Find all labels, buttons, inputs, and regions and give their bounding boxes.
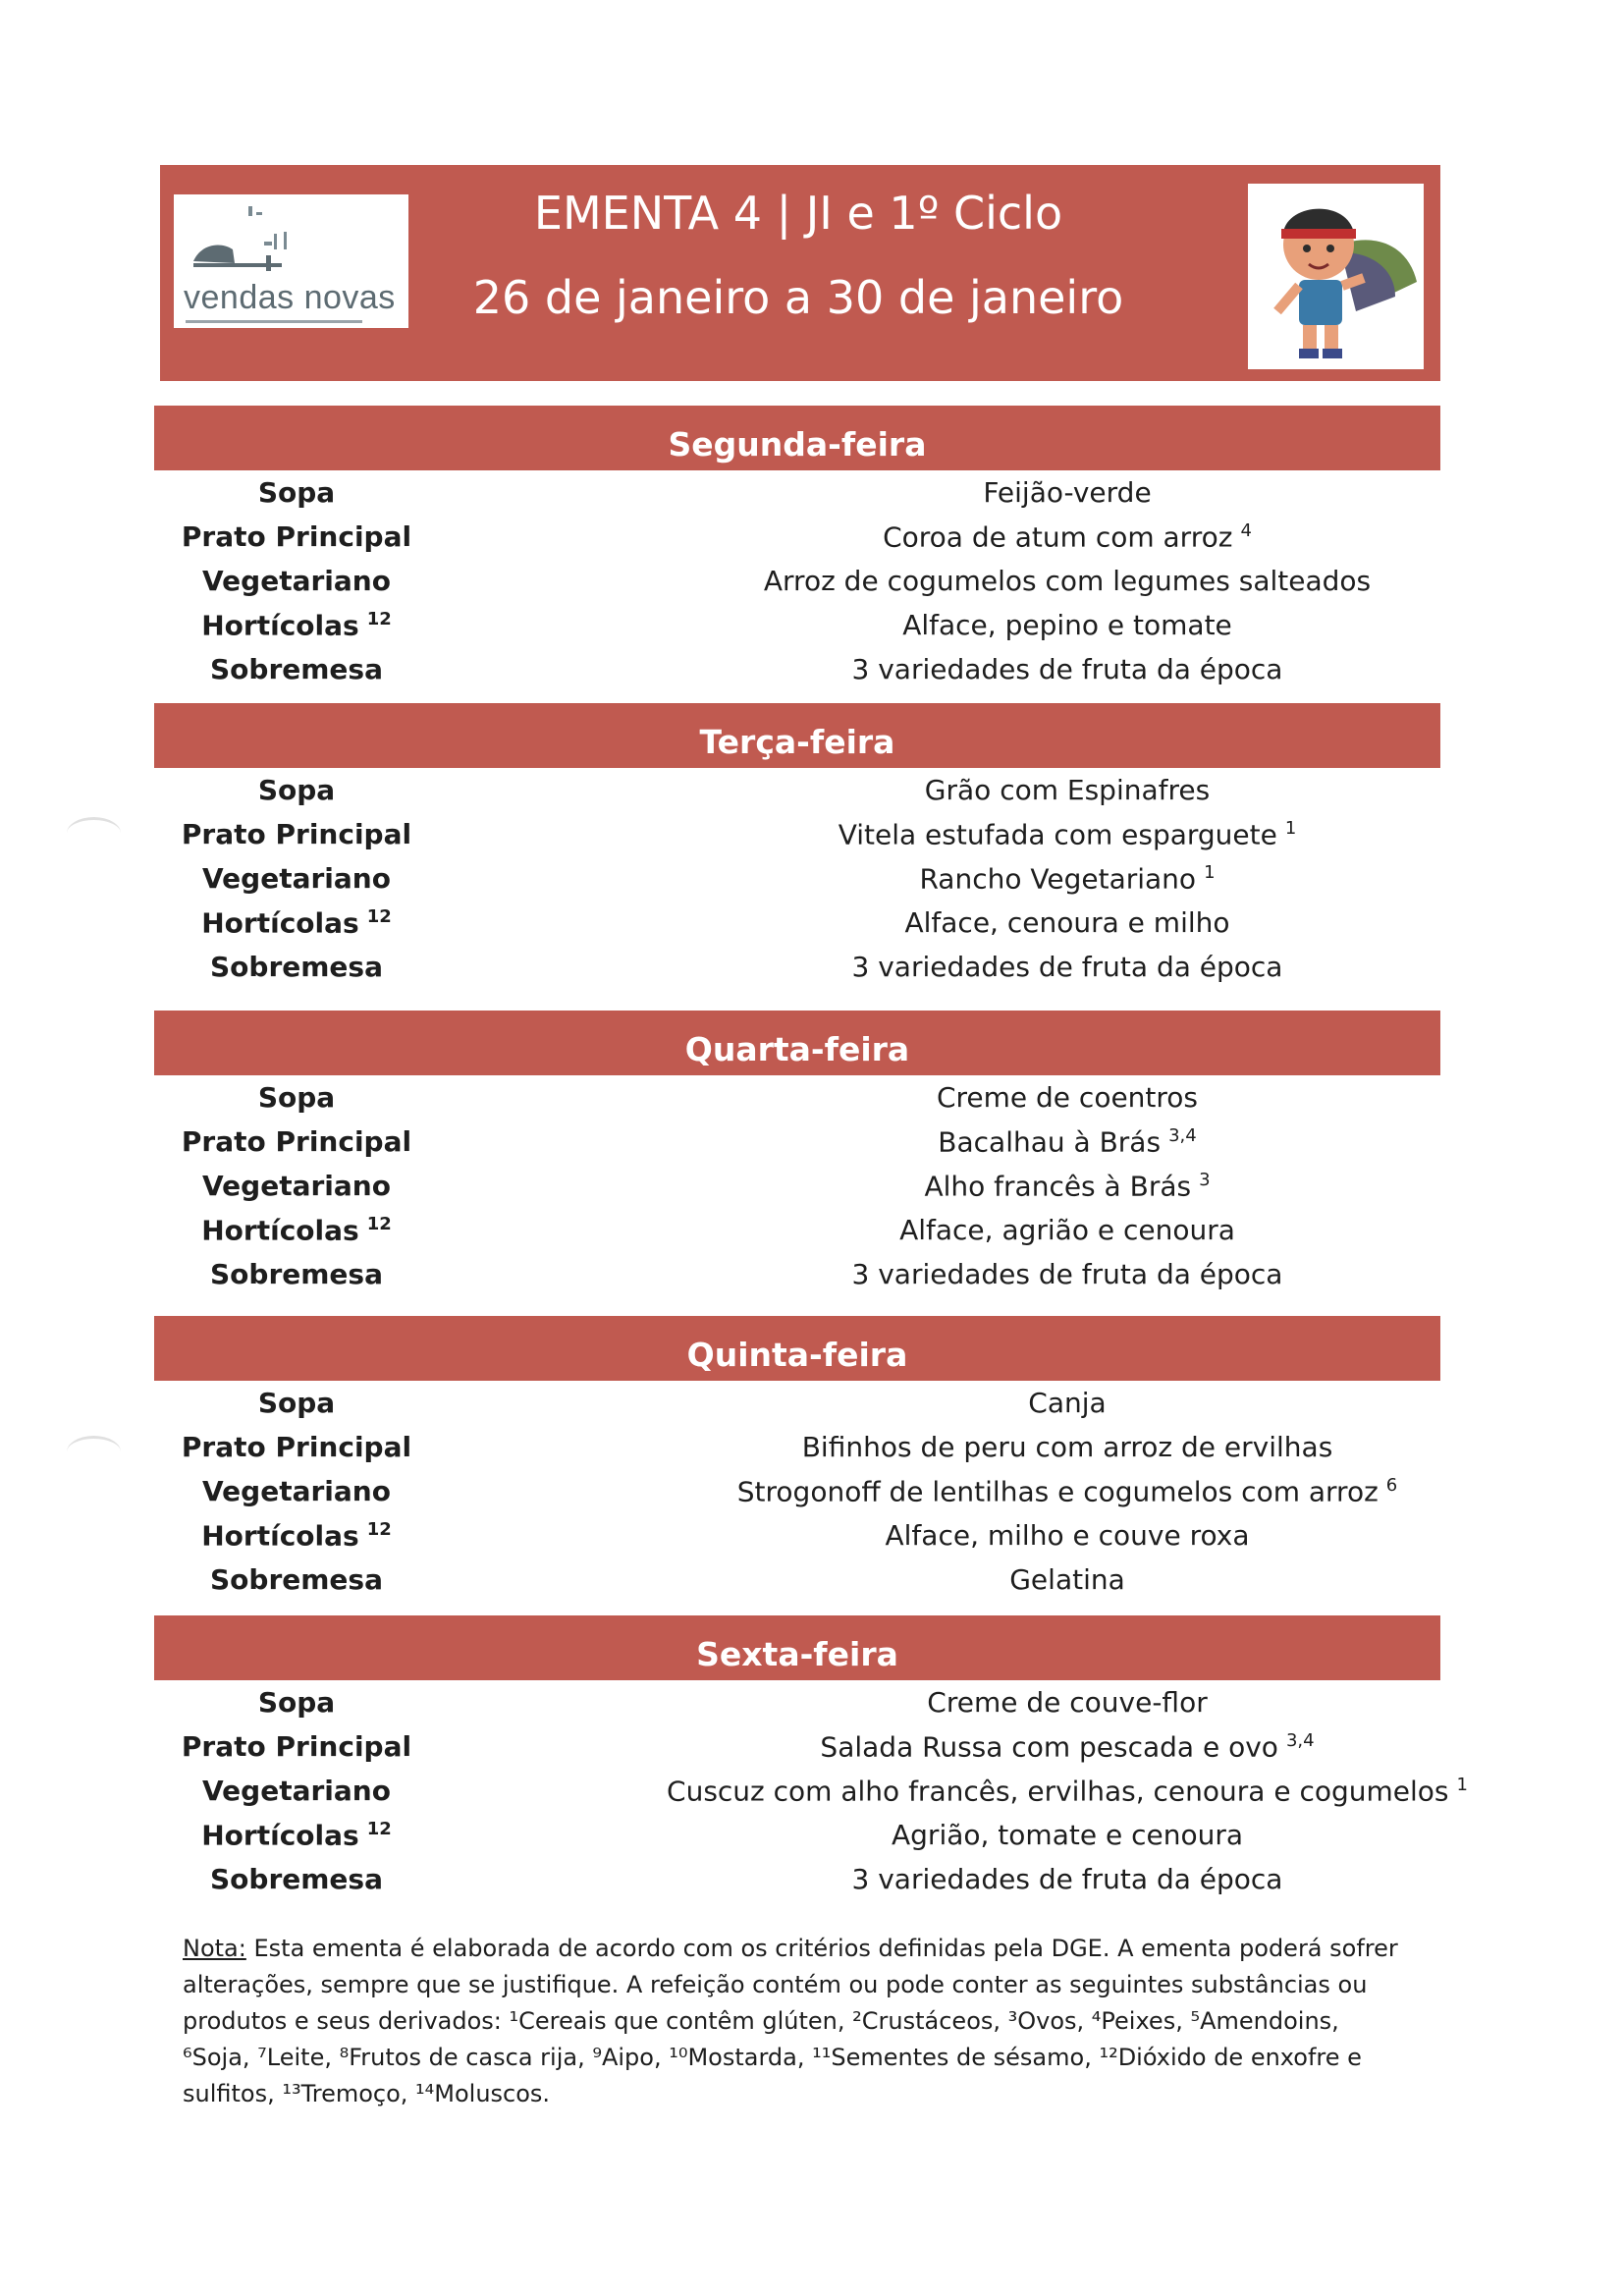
menu-row xyxy=(154,1469,1440,1513)
allergen-code: 12 xyxy=(366,609,392,629)
course-label xyxy=(154,1819,439,1851)
dish-name-text: Gelatina xyxy=(1009,1563,1125,1596)
dish-name-text: Salada Russa com pescada e ovo xyxy=(820,1730,1278,1764)
allergen-code: 4 xyxy=(1240,520,1252,541)
dish-name xyxy=(527,1819,1607,1851)
dish-name-text: Creme de couve-flor xyxy=(927,1686,1208,1719)
course-label xyxy=(154,476,439,509)
dish-name-text: Feijão-verde xyxy=(983,476,1152,509)
course-label xyxy=(154,1431,439,1463)
menu-row xyxy=(154,1769,1468,1813)
course-label-text: Sobremesa xyxy=(210,1258,383,1290)
course-label-text: Vegetariano xyxy=(202,1170,391,1202)
menu-row xyxy=(154,1680,1440,1724)
menu-row xyxy=(154,515,1440,559)
course-label xyxy=(154,774,439,806)
mascot-illustration xyxy=(1248,184,1424,369)
menu-row xyxy=(154,1381,1440,1425)
course-label-text: Prato Principal xyxy=(181,1730,412,1763)
dish-name-text: Vitela estufada com esparguete xyxy=(838,818,1277,851)
allergen-code: 1 xyxy=(1456,1775,1468,1795)
menu-row xyxy=(154,768,1440,812)
course-label xyxy=(154,951,439,983)
dish-name xyxy=(527,906,1607,939)
menu-title: EMENTA 4 | JI e 1º Ciclo xyxy=(533,187,1063,240)
menu-row xyxy=(154,856,1440,901)
course-label-text: Vegetariano xyxy=(202,565,391,597)
note-label: Nota: xyxy=(183,1935,246,1962)
menu-row xyxy=(154,1813,1440,1857)
course-label xyxy=(154,1863,439,1895)
dish-name xyxy=(527,520,1607,553)
menu-row xyxy=(154,603,1440,647)
menu-row xyxy=(154,945,1440,989)
course-label-text: Hortícolas xyxy=(201,1819,359,1852)
course-label xyxy=(154,653,439,685)
dish-name-text: 3 variedades de fruta da época xyxy=(851,951,1283,983)
course-label xyxy=(154,1214,439,1246)
menu-row xyxy=(154,1425,1440,1469)
dish-name-text: Grão com Espinafres xyxy=(924,774,1211,806)
menu-row xyxy=(154,470,1440,515)
allergen-code: 6 xyxy=(1385,1475,1398,1496)
municipality-logo xyxy=(174,194,408,328)
dish-name xyxy=(527,818,1607,850)
course-label xyxy=(154,862,439,895)
menu-row xyxy=(154,1075,1440,1120)
dish-name xyxy=(527,1730,1607,1763)
dish-name-text: Rancho Vegetariano xyxy=(919,862,1197,896)
course-label-text: Vegetariano xyxy=(202,862,391,895)
course-label-text: Prato Principal xyxy=(181,520,412,553)
course-label xyxy=(154,1125,439,1158)
menu-row xyxy=(154,812,1440,856)
course-label-text: Hortícolas xyxy=(201,906,359,940)
day-header: Segunda-feira xyxy=(154,406,1440,470)
course-label xyxy=(154,1258,439,1290)
dish-name-text: Alface, pepino e tomate xyxy=(902,609,1232,641)
dish-name xyxy=(527,1081,1607,1114)
course-label xyxy=(154,1686,439,1719)
dish-name xyxy=(527,1214,1607,1246)
menu-dates: 26 de janeiro a 30 de janeiro xyxy=(472,271,1124,324)
course-label-text: Prato Principal xyxy=(181,1125,412,1158)
course-label xyxy=(154,1519,439,1552)
dish-name xyxy=(527,1258,1607,1290)
note-text: Esta ementa é elaborada de acordo com os critérios definidas pela DGE. A ementa poderá sofrer alterações, sempre que se justifique. A refeição contém ou pode conter as seguintes substâncias ou produtos e seus derivados: ¹Cereais que contêm glúten, ²Crustáceos, ³Ovos, ⁴Peixes, ⁵Amendoins, ⁶Soja, ⁷Leite, ⁸Frutos de casca rija, ⁹Aipo, ¹⁰Mostarda, ¹¹Sementes de sésamo, ¹²Dióxido de enxofre e sulfitos, ¹³Tremoço, ¹⁴Moluscos. xyxy=(183,1935,1398,2107)
course-label-text: Sopa xyxy=(257,476,336,509)
course-label-text: Sopa xyxy=(257,1387,336,1419)
menu-row xyxy=(154,559,1440,603)
dish-name-text: Alho francês à Brás xyxy=(924,1170,1192,1203)
allergen-code: 12 xyxy=(366,906,392,927)
menu-header xyxy=(160,165,1440,381)
dish-name xyxy=(527,1686,1607,1719)
course-label xyxy=(154,818,439,850)
dish-name xyxy=(527,774,1607,806)
course-label-text: Hortícolas xyxy=(201,609,359,642)
dish-name xyxy=(527,1863,1607,1895)
allergen-code: 12 xyxy=(366,1519,392,1540)
dish-name-text: Bifinhos de peru com arroz de ervilhas xyxy=(801,1431,1333,1463)
menu-row xyxy=(154,1208,1440,1252)
day-section xyxy=(154,1316,1440,1602)
course-label xyxy=(154,1775,439,1807)
menu-row xyxy=(154,1120,1440,1164)
menu-row xyxy=(154,1513,1440,1558)
day-section xyxy=(154,1011,1440,1296)
course-label-text: Sopa xyxy=(257,774,336,806)
allergen-code: 3,4 xyxy=(1168,1125,1197,1146)
allergen-code: 12 xyxy=(366,1214,392,1234)
course-label-text: Sobremesa xyxy=(210,951,383,983)
day-header: Quinta-feira xyxy=(154,1316,1440,1381)
allergen-code: 3,4 xyxy=(1285,1730,1315,1751)
course-label xyxy=(154,1475,439,1507)
course-label xyxy=(154,1730,439,1763)
course-label xyxy=(154,609,439,641)
punch-hole-mark xyxy=(67,1436,121,1468)
menu-row xyxy=(154,1164,1440,1208)
course-label xyxy=(154,1563,439,1596)
dish-name-text: Alface, cenoura e milho xyxy=(904,906,1230,939)
menu-row xyxy=(154,901,1440,945)
logo-tagline xyxy=(186,320,362,323)
dish-name xyxy=(527,1519,1607,1552)
dish-name xyxy=(527,1125,1607,1158)
dish-name-text: Arroz de cogumelos com legumes salteados xyxy=(763,565,1372,597)
day-header: Quarta-feira xyxy=(154,1011,1440,1075)
dish-name-text: 3 variedades de fruta da época xyxy=(851,653,1283,685)
course-label xyxy=(154,906,439,939)
course-label xyxy=(154,1081,439,1114)
course-label-text: Prato Principal xyxy=(181,818,412,850)
dish-name xyxy=(527,1775,1607,1807)
allergen-code: 1 xyxy=(1284,818,1297,839)
dish-name xyxy=(527,1387,1607,1419)
course-label-text: Hortícolas xyxy=(201,1214,359,1247)
dish-name xyxy=(527,476,1607,509)
course-label xyxy=(154,520,439,553)
dish-name-text: Bacalhau à Brás xyxy=(938,1125,1162,1159)
dish-name xyxy=(527,1170,1607,1202)
dish-name xyxy=(527,1563,1607,1596)
course-label-text: Sopa xyxy=(257,1081,336,1114)
dish-name xyxy=(527,565,1607,597)
course-label xyxy=(154,1170,439,1202)
allergen-note xyxy=(183,1931,1400,2112)
dish-name-text: 3 variedades de fruta da época xyxy=(851,1258,1283,1290)
dish-name-text: Cuscuz com alho francês, ervilhas, cenoura e cogumelos xyxy=(667,1775,1449,1808)
menu-row xyxy=(154,647,1440,691)
course-label-text: Vegetariano xyxy=(202,1775,391,1807)
allergen-code: 12 xyxy=(366,1819,392,1839)
logo-text: vendas novas xyxy=(184,279,396,316)
dish-name xyxy=(527,1475,1607,1507)
day-header: Terça-feira xyxy=(154,703,1440,768)
child-mascot-icon xyxy=(1248,184,1424,369)
allergen-code: 3 xyxy=(1199,1170,1211,1190)
course-label-text: Sobremesa xyxy=(210,653,383,685)
dish-name-text: 3 variedades de fruta da época xyxy=(851,1863,1283,1895)
day-section xyxy=(154,1615,1468,1901)
course-label-text: Hortícolas xyxy=(201,1519,359,1553)
dish-name-text: Canja xyxy=(1028,1387,1107,1419)
menu-row xyxy=(154,1558,1440,1602)
dish-name xyxy=(527,1431,1607,1463)
course-label-text: Sobremesa xyxy=(210,1563,383,1596)
menu-row xyxy=(154,1857,1440,1901)
course-label-text: Sopa xyxy=(257,1686,336,1719)
dish-name xyxy=(527,653,1607,685)
dish-name-text: Alface, agrião e cenoura xyxy=(899,1214,1235,1246)
dish-name-text: Agrião, tomate e cenoura xyxy=(892,1819,1243,1851)
dish-name xyxy=(527,609,1607,641)
dish-name-text: Strogonoff de lentilhas e cogumelos com arroz xyxy=(736,1475,1379,1508)
dish-name xyxy=(527,862,1607,895)
menu-row xyxy=(154,1724,1440,1769)
day-section xyxy=(154,703,1440,989)
dish-name-text: Alface, milho e couve roxa xyxy=(885,1519,1250,1552)
town-skyline-icon xyxy=(191,204,299,283)
day-section xyxy=(154,406,1440,691)
menu-row xyxy=(154,1252,1440,1296)
dish-name-text: Creme de coentros xyxy=(936,1081,1199,1114)
course-label-text: Prato Principal xyxy=(181,1431,412,1463)
course-label-text: Sobremesa xyxy=(210,1863,383,1895)
course-label-text: Vegetariano xyxy=(202,1475,391,1507)
dish-name-text: Coroa de atum com arroz xyxy=(883,520,1233,554)
dish-name xyxy=(527,951,1607,983)
punch-hole-mark xyxy=(67,817,121,849)
day-header: Sexta-feira xyxy=(154,1615,1440,1680)
course-label xyxy=(154,565,439,597)
allergen-code: 1 xyxy=(1204,862,1216,883)
course-label xyxy=(154,1387,439,1419)
